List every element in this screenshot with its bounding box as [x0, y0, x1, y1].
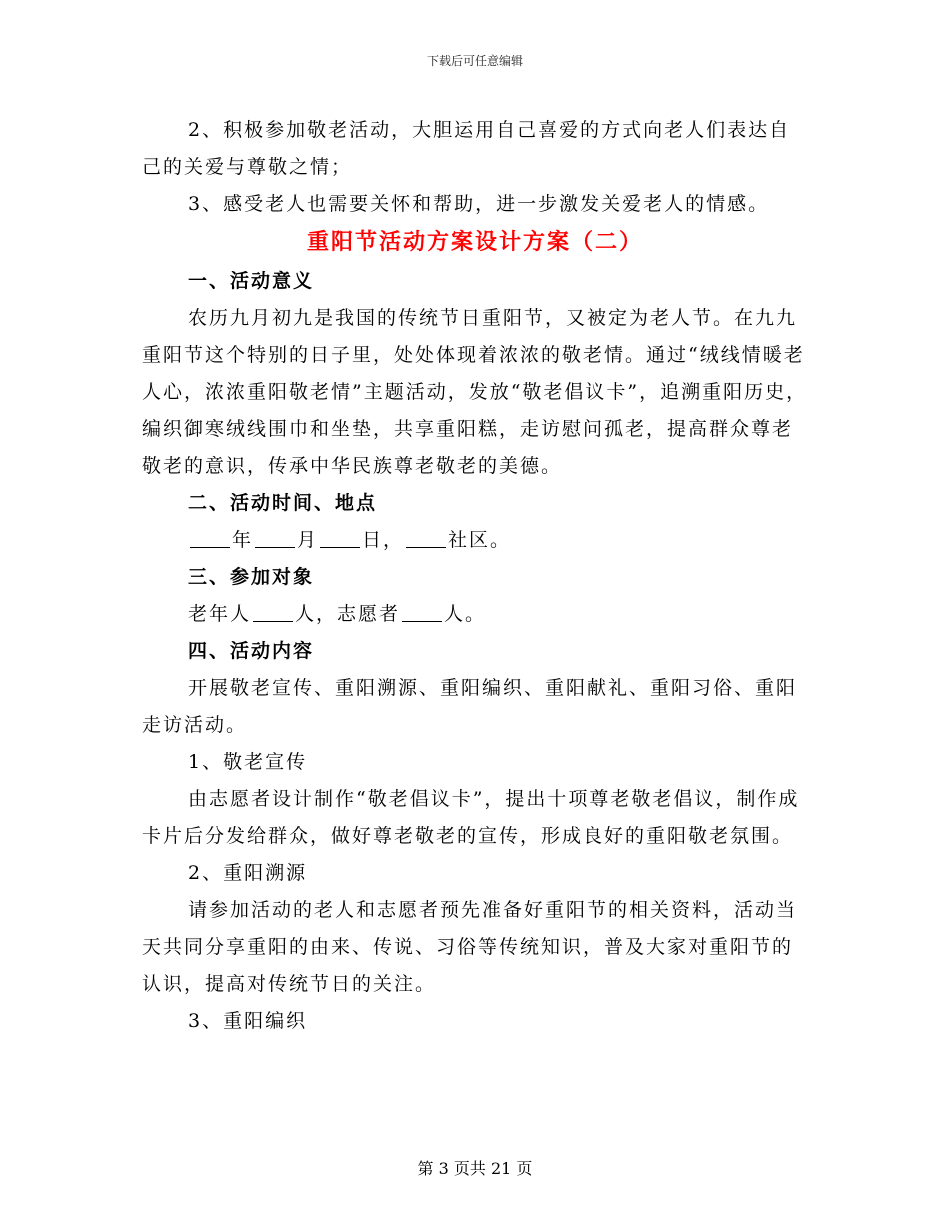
section-title: 重阳节活动方案设计方案（二） — [306, 230, 643, 255]
label-end: 人。 — [444, 603, 487, 625]
label-month: 月 — [297, 529, 319, 551]
paragraph-goal-2: 2、积极参加敬老活动，大胆运用自己喜爱的方式向老人们表达自己的关爱与尊敬之情； — [142, 119, 791, 178]
document-body — [142, 112, 808, 1040]
paragraph-promotion: 由志愿者设计制作“敬老倡议卡”，提出十项尊老敬老倡议，制作成卡片后分发给群众，做好尊老敬老的宣传，形成良好的重阳敬老氛围。 — [142, 788, 800, 847]
blank-month — [255, 529, 295, 548]
label-place: 社区。 — [448, 529, 512, 551]
subheading-knitting: 3、重阳编织 — [188, 1010, 308, 1032]
page-footer: 第 3 页共 21 页 — [417, 1159, 533, 1178]
subheading-promotion: 1、敬老宣传 — [188, 751, 308, 773]
heading-time-place: 二、活动时间、地点 — [188, 492, 378, 514]
paragraph-content: 开展敬老宣传、重阳溯源、重阳编织、重阳献礼、重阳习俗、重阳走访活动。 — [142, 677, 798, 736]
blank-volunteers — [402, 603, 442, 622]
page-header: 下载后可任意编辑 — [426, 54, 523, 68]
label-year: 年 — [232, 529, 254, 551]
blank-place — [406, 529, 446, 548]
label-day: 日， — [362, 529, 405, 551]
subheading-origin: 2、重阳溯源 — [188, 862, 308, 884]
label-elders: 老年人 — [188, 603, 252, 625]
paragraph-participants — [142, 596, 808, 633]
paragraph-significance: 农历九月初九是我国的传统节日重阳节，又被定为老人节。在九九重阳节这个特别的日子里，处处体现着浓浓的敬老情。通过“绒线情暖老人心，浓浓重阳敬老情”主题活动，发放“敬老倡议卡”，追溯重阳历史，编织御寒绒线围巾和坐垫，共享重阳糕，走访慰问孤老，提高群众尊老敬老的意识，传承中华民族尊老敬老的美德。 — [142, 307, 808, 477]
heading-significance: 一、活动意义 — [188, 270, 315, 292]
blank-elders — [253, 603, 293, 622]
paragraph-goal-3: 3、感受老人也需要关怀和帮助，进一步激发关爱老人的情感。 — [188, 193, 770, 215]
paragraph-origin: 请参加活动的老人和志愿者预先准备好重阳节的相关资料，活动当天共同分享重阳的由来、传说、习俗等传统知识，普及大家对重阳节的认识，提高对传统节日的关注。 — [142, 899, 798, 995]
blank-day — [320, 529, 360, 548]
heading-participants: 三、参加对象 — [188, 566, 315, 588]
heading-content: 四、活动内容 — [188, 640, 315, 662]
paragraph-time-place — [142, 522, 808, 559]
blank-year — [190, 529, 230, 548]
label-volunteers: 人，志愿者 — [295, 603, 401, 625]
